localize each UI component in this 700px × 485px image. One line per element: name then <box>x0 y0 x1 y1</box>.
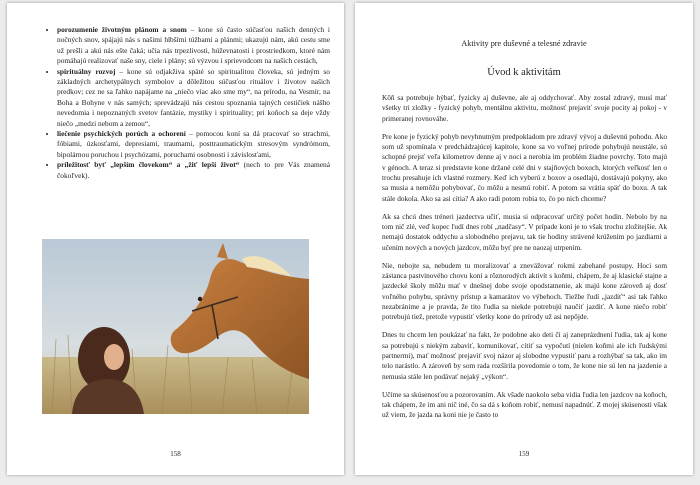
bullet-text: – pomocou koní sa dá pracovať so strachmi, fóbiami, úzkosťami, depresiami, traumami, posttraumatickým stresovým syndrómom, bipolárnou poruchou i psychózami, poruchami osobnosti i závislosťami, <box>57 129 331 159</box>
bullet-item <box>57 160 330 181</box>
chapter-title: Úvod k aktivitám <box>487 67 561 78</box>
bullet-term: liečenie psychických porúch a ochorení <box>57 129 186 139</box>
bullet-item <box>57 67 330 129</box>
page-158 <box>7 3 344 475</box>
page-number: 158 <box>170 450 181 458</box>
bullet-term: spirituálny rozvoj <box>57 66 116 76</box>
bullet-term: príležitosť byť „lepším človekom“ a „žiť lepší život“ <box>57 160 240 170</box>
body-text <box>382 93 667 428</box>
bullet-text: – kone sú odjakživa späté so spiritualitou človeka, sú jedným so základných archetypálnych symbolov a dôležitou súčasťou rituálov i životov našich predkov; cez ne sa ľahko napájame na „niečo viac ako sme my“, na prírodu, na Vesmír, na Boha a Bohyne v nás samých; sprevádzajú nás cestou spoznania tajných cestičiek nášho nevedomia i nepoznaných svetov fantázie, mystiky i spirituality; pri koňoch sa deje vždy niečo „medzi nebom a zemou“, <box>57 66 330 128</box>
running-head: Aktivity pre duševné a telesné zdravie <box>461 39 587 48</box>
page-159 <box>355 3 693 475</box>
bullet-text: – kone sú často súčasťou našich denných i nočných snov, spájajú nás s našimi hlbšími túžbami a plánmi; ukazujú nám, akú cestu sme už prešli a akú nás ešte čaká; učia nás trpezlivosti, húževnatosti i prostriedkom, ktoré nám pomáhajú realizovať naše sny, ciele i plány; sú výzvou i sprievodcom na našich cestách, <box>57 25 330 66</box>
bullet-item <box>57 129 330 160</box>
paragraph: Dnes tu chcem len poukázať na fakt, že podobne ako deti či aj zaneprázdnení ľudia, tak aj kone sa potrebujú s niekým zabaviť, komunikovať, cítiť sa vypočutí (nielen koňmi ale ich ľudskými partnermi), mať možnosť prejaviť svoj názor aj slobodne vypustiť paru a rozhýbať sa tak, ako im telo narástlo. A zároveň by som rada rozšírila povedomie o tom, že kone nie sú len na jazdenie a nemusia stále len podávať nejaký „výkon“. <box>382 330 667 381</box>
page-number: 159 <box>518 450 530 458</box>
bullet-text: (nech to pre Vás znamená čokoľvek). <box>57 160 330 180</box>
paragraph: Kôň sa potrebuje hýbať, fyzicky aj duševne, ale aj oddychovať. Aby zostal zdravý, musí mať všetky tri zložky - fyzický pohyb, mentálnu aktivitu, možnosť prejaviť svoje pocity aj pokoj - v primeranej rovnováhe. <box>382 93 667 123</box>
paragraph: Nie, nebojte sa, nebudem tu moralizovať a zneväžovať rokmi zabehané postupy. Hoci som zástanca pastvinového chovu koní a rôznorodých aktivít s koňmi, chápem, že aj klasické stajne a jazdecké školy môžu mať v dnešnej dobe svoje opodstatnenie, ak majú kone zároveň aj dosť voľného pohybu, správny prístup a kamarátov vo výbehoch. Tiežbe ľudí „jazdiť“ asi tak ľahko nezabránime a je pravda, že tito ľudia sa niekde potrebujú naučiť jazdiť. A kone niečo robiť potrebujú tiež, pretože vypustiť všetky kone do prírody už asi nepôjde. <box>382 260 667 322</box>
photo-woman-and-horse <box>42 239 309 414</box>
paragraph: Ak sa chcú dnes tréneri jazdectva učiť, musia si odpracovať určitý počet hodín. Nebolo by na tom nič zlé, veď kopec ľudí dnes robí „nadčasy“. V prípade koní je to však trochu zložitejšie. Ak nemajú dostatok oddychu a slobodného prejavu, tak tie hodiny strávené krúžením po jazdiarni a učením nových a nových jazdcov, môžu byť pre ne naozaj utrpením. <box>382 211 667 252</box>
paragraph: Učíme sa skúsenosťou a pozorovaním. Ak všade naokolo seba vidia ľudia len jazdcov na koňoch, tak chápem, že im ani nič iné, čo sa dá s koňom robiť, nemusí napadnúť. Z mojej skúsenosti však už viem, že jazda na koni nie je často to <box>382 389 667 420</box>
paragraph: Pre kone je fyzický pohyb nevyhnutným predpokladom pre zdravý vývoj a duševnú pohodu. Ako som už spomínala v predchádzajúcej kapitole, kone sa vo voľnej prírode pohybujú neustále, sú schopné prejsť veľa kilometrov denne aj v noci a nerobia im problém žiadne povrchy. Toto majú v génoch. A teraz si predstavte kone držané celé dni v stajňových boxoch, ktorých veľkosť len o trochu presahuje ich vlastné rozmery. Keď ich vyberú z boxov a osedlajú, dostávajú pokyny, ako sa musia a nemôžu pohybovať, čo môžu a nesmú robiť. A potom sa vrátia späť do boxu. A tak stále dokola. Ako sa asi cítia? A ako radi potom robia to, čo po nich chceme? <box>382 131 667 203</box>
bullet-list <box>43 25 330 181</box>
photo-illustration <box>42 239 309 414</box>
bullet-term: porozumenie životným plánom a snom <box>57 25 187 34</box>
bullet-item <box>57 25 330 67</box>
